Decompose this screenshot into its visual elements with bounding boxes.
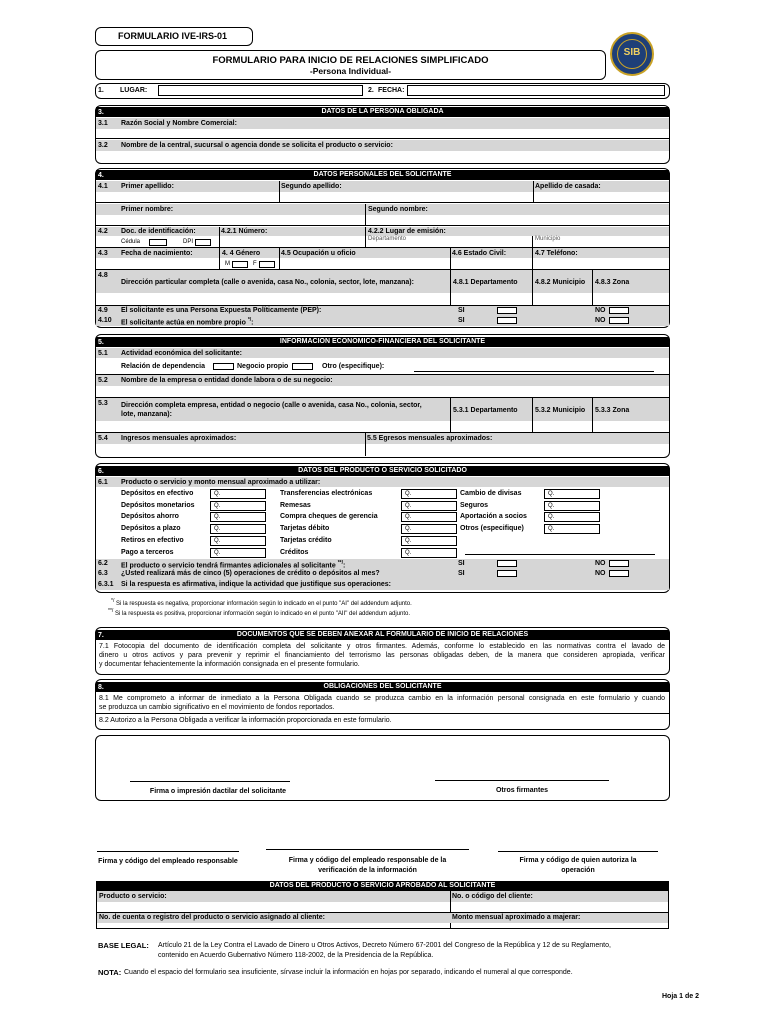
product-col2-amount-field[interactable] [401, 548, 457, 558]
otros-firmantes-label: Otros firmantes [495, 787, 549, 794]
operaciones-si-checkbox[interactable] [497, 570, 517, 577]
sib-logo [610, 32, 654, 76]
section-8-line-1: 8.1 Me comprometo a informar de inmediato a la Persona Obligada cuando se produzca cambio en la información personal consignada en este formulario y cuando [99, 695, 665, 702]
operaciones-si-label: SI [458, 570, 465, 577]
row-4-8-number: 4.8 [98, 272, 108, 279]
divider [279, 248, 280, 269]
row-6-3-number: 6.3 [98, 570, 108, 577]
autoriza-signature-label [498, 856, 658, 876]
nombre-propio-label: El solicitante actúa en nombre propio */: [121, 317, 254, 327]
product-col2-amount-field[interactable] [401, 489, 457, 499]
currency-symbol: Q. [214, 503, 221, 509]
direccion-empresa-label-2: lote, manzana): [121, 411, 172, 418]
producto-label: Producto o servicio y monto mensual aproximado a utilizar: [121, 479, 321, 486]
footnote-1-mark: */ [111, 598, 115, 604]
apellido-casada-label: Apellido de casada: [535, 183, 601, 190]
product-col1-label: Depósitos monetarios [121, 502, 195, 509]
actividad-justificacion-label: Si la respuesta es afirmativa, indique la actividad que justifique sus operaciones: [121, 581, 391, 588]
ingresos-label: Ingresos mensuales aproximados: [121, 435, 237, 442]
operaciones-no-label: NO [595, 570, 606, 577]
row-4-2-number: 4.2 [98, 228, 108, 235]
footnote-1-text: Si la respuesta es negativa, proporcionar información según lo indicado en el punto "AI" del addendum adjunto. [116, 601, 412, 607]
section-7-title: DOCUMENTOS QUE SE DEBEN ANEXAR AL FORMULARIO DE INICIO DE RELACIONES [236, 631, 529, 638]
section-5-header [96, 337, 669, 347]
municipio-emision-label: Municipio [535, 236, 561, 242]
currency-symbol: Q. [214, 491, 221, 497]
section-8-text [99, 694, 665, 712]
product-col1-amount-field[interactable] [210, 489, 266, 499]
negocio-propio-checkbox[interactable] [292, 363, 313, 370]
currency-symbol: Q. [405, 526, 412, 532]
pep-no-checkbox[interactable] [609, 307, 629, 314]
product-col2-label: Compra cheques de gerencia [280, 513, 378, 520]
apellidos-field-row[interactable] [96, 192, 669, 203]
pep-label: El solicitante es una Persona Expuesta Políticamente (PEP): [121, 307, 322, 314]
product-col2-amount-field[interactable] [401, 512, 457, 522]
section-6-number: 6. [98, 468, 104, 475]
section-8-header [96, 682, 669, 692]
section-3-header [96, 107, 669, 117]
divider [450, 398, 451, 432]
otro-field[interactable] [414, 371, 654, 372]
section-6-header [96, 466, 669, 476]
section-5-title: INFORMACION ECONOMICO-FINANCIERA DEL SOLICITANTE [279, 338, 486, 345]
nombre-propio-si-checkbox[interactable] [497, 317, 517, 324]
divider [96, 713, 669, 714]
section-7-header [96, 630, 669, 640]
product-col2-label: Remesas [280, 502, 311, 509]
currency-symbol: Q. [405, 503, 412, 509]
telefono-label: 4.7 Teléfono: [535, 250, 578, 257]
municipio-label: 4.8.2 Municipio [535, 279, 586, 286]
product-col2-label: Transferencias electrónicas [280, 490, 373, 497]
sucursal-field[interactable] [96, 151, 669, 162]
empleado-signature-label: Firma y código del empleado responsable [98, 858, 238, 865]
currency-symbol: Q. [548, 503, 555, 509]
genero-f-checkbox[interactable] [259, 261, 275, 268]
divider [532, 398, 533, 432]
dpi-label: DPI [183, 239, 194, 245]
autoriza-signature-line[interactable] [498, 851, 658, 852]
currency-symbol: Q. [214, 526, 221, 532]
row-4-10-number: 4.10 [98, 317, 112, 324]
lugar-number: 1. [98, 87, 104, 94]
firmantes-si-label: SI [458, 560, 465, 567]
section-8-line-2: se produzca un cambio significativo en el movimiento de fondos reportados. [99, 704, 335, 711]
base-legal-line-1: Artículo 21 de la Ley Contra el Lavado de Dinero u Otros Activos, Decreto Número 67-2001 del Congreso de la República y 12 de su Reglamento, [158, 942, 611, 949]
footnote-2-mark: **/ [108, 608, 114, 614]
firmantes-si-checkbox[interactable] [497, 560, 517, 567]
dpi-checkbox[interactable] [195, 239, 211, 246]
product-col1-amount-field[interactable] [210, 548, 266, 558]
departamento-emision-label: Departamento [368, 236, 407, 242]
section-8-number: 8. [98, 684, 104, 691]
divider [592, 270, 593, 305]
lugar-field[interactable] [158, 85, 363, 96]
firmantes-no-label: NO [595, 560, 606, 567]
otros-especifique-field[interactable] [465, 554, 655, 555]
genero-label: 4. 4 Género [222, 250, 261, 257]
lugar-label: LUGAR: [120, 87, 148, 94]
monto-mensual-label: Monto mensual aproximado a majerar: [452, 914, 581, 921]
primer-apellido-label: Primer apellido: [121, 183, 174, 190]
nombre-propio-text: El solicitante actúa en nombre propio [121, 319, 246, 327]
verificacion-signature-label [266, 856, 469, 876]
fecha-field[interactable] [407, 85, 665, 96]
divider [532, 248, 533, 269]
solicitante-signature-line[interactable] [130, 781, 290, 782]
section-4-title: DATOS PERSONALES DEL SOLICITANTE [313, 171, 452, 178]
section-4-number: 4. [98, 172, 104, 179]
section-3-number: 3. [98, 109, 104, 116]
fecha-nacimiento-label: Fecha de nacimiento: [121, 250, 193, 257]
row-5-4-number: 5.4 [98, 435, 108, 442]
currency-symbol: Q. [548, 514, 555, 520]
currency-symbol: Q. [405, 491, 412, 497]
divider [532, 270, 533, 305]
actividad-label: Actividad económica del solicitante: [121, 350, 242, 357]
verificacion-line-2: verificación de la información [318, 867, 417, 874]
dependencia-label: Relación de dependencia [121, 363, 206, 370]
empresa-zona-label: 5.3.3 Zona [595, 407, 630, 414]
primer-nombre-label: Primer nombre: [121, 206, 174, 213]
section-6-title: DATOS DEL PRODUCTO O SERVICIO SOLICITADO [298, 467, 467, 474]
zona-label: 4.8.3 Zona [595, 279, 630, 286]
section-8-title: OBLIGACIONES DEL SOLICITANTE [323, 683, 442, 690]
nombre-propio-si-label: SI [458, 317, 465, 324]
autoriza-line-1: Firma y código de quien autoriza la [519, 857, 637, 864]
direccion-particular-label: Dirección particular completa (calle o avenida, casa No., colonia, sector, lote, manzana): [121, 279, 414, 286]
nota-text: Cuando el espacio del formulario sea insuficiente, sírvase incluir la información en hojas por separado, indicando el numeral al que corresponde. [124, 969, 573, 976]
product-col2-amount-field[interactable] [401, 536, 457, 546]
footnote-1 [111, 598, 412, 607]
pep-si-label: SI [458, 307, 465, 314]
divider [592, 398, 593, 432]
genero-f-label: F [253, 261, 257, 267]
page-number: Hoja 1 de 2 [662, 993, 699, 1000]
firmantes-no-checkbox[interactable] [609, 560, 629, 567]
product-col1-label: Depósitos ahorro [121, 513, 179, 520]
base-legal-label: BASE LEGAL: [98, 941, 149, 950]
genero-m-label: M [225, 261, 230, 267]
row-4-1-number: 4.1 [98, 183, 108, 190]
codigo-cliente-label: No. o código del cliente: [452, 893, 533, 900]
currency-symbol: Q. [214, 550, 221, 556]
section-5-number: 5. [98, 339, 104, 346]
product-col1-amount-field[interactable] [210, 524, 266, 534]
egresos-label: 5.5 Egresos mensuales aproximados: [367, 435, 493, 442]
estado-civil-label: 4.6 Estado Civil: [452, 250, 507, 257]
segundo-nombre-label: Segundo nombre: [368, 206, 428, 213]
lugar-emision-label: 4.2.2 Lugar de emisión: [368, 228, 446, 235]
divider [532, 236, 533, 247]
base-legal-line-2: contenido en Acuerdo Gubernativo Número 118-2002, de la Presidencia de la República. [158, 952, 434, 959]
product-col2-amount-field[interactable] [401, 501, 457, 511]
producto-servicio-label: Producto o servicio: [99, 893, 167, 900]
section-7-line-1: 7.1 Fotocopia del documento de identificación completa del solicitante y otros firmantes. Además, conforme lo establecido en las normativas contra el lavado de [99, 643, 665, 650]
sib-logo-text: SIB [623, 47, 641, 58]
row-4-9-number: 4.9 [98, 307, 108, 314]
otro-label: Otro (especifique): [322, 363, 385, 370]
doc-identificacion-label: Doc. de identificación: [121, 228, 196, 235]
direccion-empresa-label: Dirección completa empresa, entidad o negocio (calle o avenida, casa No., colonia, sector, [121, 402, 422, 409]
row-5-3-number: 5.3 [98, 400, 108, 407]
divider [219, 227, 220, 247]
ocupacion-label: 4.5 Ocupación u oficio [281, 250, 356, 257]
currency-symbol: Q. [405, 514, 412, 520]
product-col3-label: Cambio de divisas [460, 490, 522, 497]
section-7-line-3: y documentar fehacientemente la información consignada en el presente formulario. [99, 661, 360, 668]
approved-row-1 [97, 891, 668, 902]
pep-si-checkbox[interactable] [497, 307, 517, 314]
product-col3-label: Aportación a socios [460, 513, 527, 520]
divider [450, 248, 451, 269]
section-7-number: 7. [98, 632, 104, 639]
autoriza-line-2: operación [561, 867, 595, 874]
verificacion-signature-line[interactable] [266, 849, 469, 850]
dependencia-checkbox[interactable] [213, 363, 234, 370]
empresa-departamento-label: 5.3.1 Departamento [453, 407, 518, 414]
section-7-line-2: dinero u otros activos y para prevenir y reprimir el financiamiento del terrorismo las personas obligadas deben, de la manera que consideren apropiada, verificar [99, 652, 665, 659]
product-col1-label: Retiros en efectivo [121, 537, 184, 544]
razon-social-field[interactable] [96, 129, 669, 139]
empresa-label: Nombre de la empresa o entidad donde labora o de su negocio: [121, 377, 333, 384]
genero-m-checkbox[interactable] [232, 261, 248, 268]
firmantes-label: El producto o servicio tendrá firmantes adicionales al solicitante **/: [121, 560, 346, 570]
form-title: FORMULARIO PARA INICIO DE RELACIONES SIMPLIFICADO [212, 55, 489, 66]
sucursal-label: Nombre de la central, sucursal o agencia donde se solicita el producto o servicio: [121, 142, 393, 149]
nombre-propio-no-label: NO [595, 317, 606, 324]
currency-symbol: Q. [214, 538, 221, 544]
fecha-label: FECHA: [378, 87, 405, 94]
row-5-1-number: 5.1 [98, 350, 108, 357]
section-8-line-3: 8.2 Autorizo a la Persona Obligada a verificar la información proporcionada en este formulario. [99, 717, 392, 724]
product-col2-amount-field[interactable] [401, 524, 457, 534]
cedula-label: Cédula [121, 239, 141, 245]
section-3-title: DATOS DE LA PERSONA OBLIGADA [321, 108, 444, 115]
negocio-propio-label: Negocio propio [237, 363, 289, 370]
divider [450, 270, 451, 305]
currency-symbol: Q. [405, 550, 412, 556]
segundo-apellido-label: Segundo apellido: [281, 183, 342, 190]
otros-firmantes-signature-line[interactable] [435, 780, 609, 781]
row-6-1-number: 6.1 [98, 479, 108, 486]
product-col3-label: Otros (especifique) [460, 525, 524, 532]
form-subtitle: -Persona Individual- [309, 66, 392, 76]
footnote-mark: */ [247, 317, 252, 323]
solicitante-signature-label: Firma o impresión dactilar del solicitante [149, 788, 287, 795]
nombre-propio-no-checkbox[interactable] [609, 317, 629, 324]
product-col1-label: Pago a terceros [121, 549, 174, 556]
product-col2-label: Tarjetas débito [280, 525, 330, 532]
approved-product-header [96, 881, 669, 891]
pep-no-label: NO [595, 307, 606, 314]
departamento-label: 4.8.1 Departamento [453, 279, 518, 286]
product-col1-amount-field[interactable] [210, 536, 266, 546]
product-col3-amount-field[interactable] [544, 501, 600, 511]
product-col1-amount-field[interactable] [210, 512, 266, 522]
product-col3-amount-field[interactable] [544, 489, 600, 499]
product-col3-amount-field[interactable] [544, 512, 600, 522]
product-col3-label: Seguros [460, 502, 489, 509]
currency-symbol: Q. [214, 514, 221, 520]
row-6-2-number: 6.2 [98, 560, 108, 567]
divider [365, 433, 366, 456]
product-col2-label: Créditos [280, 549, 309, 556]
row-6-3-1-number: 6.3.1 [98, 581, 114, 588]
divider [219, 248, 220, 269]
razon-social-label: Razón Social y Nombre Comercial: [121, 120, 237, 127]
empresa-municipio-label: 5.3.2 Municipio [535, 407, 586, 414]
footnote-2 [108, 608, 410, 617]
nota-label: NOTA: [98, 968, 122, 977]
section-7-text [99, 642, 665, 669]
row-3-2-number: 3.2 [98, 142, 108, 149]
cuenta-registro-label: No. de cuenta o registro del producto o servicio asignado al cliente: [99, 914, 325, 921]
fecha-number: 2. [368, 87, 374, 94]
row-4-3-number: 4.3 [98, 250, 108, 257]
divider [365, 227, 366, 247]
product-col1-label: Depósitos en efectivo [121, 490, 194, 497]
verificacion-line-1: Firma y código del empleado responsable de la [288, 857, 447, 864]
numero-doc-label: 4.2.1 Número: [221, 228, 268, 235]
product-col2-label: Tarjetas crédito [280, 537, 332, 544]
empleado-signature-line[interactable] [97, 851, 239, 852]
form-code: FORMULARIO IVE-IRS-01 [118, 31, 228, 41]
operaciones-label: ¿Usted realizará más de cinco (5) operaciones de crédito o depósitos al mes? [121, 570, 380, 577]
nombres-field-row[interactable] [96, 215, 669, 226]
operaciones-no-checkbox[interactable] [609, 570, 629, 577]
product-col1-amount-field[interactable] [210, 501, 266, 511]
row-5-2-number: 5.2 [98, 377, 108, 384]
currency-symbol: Q. [548, 491, 555, 497]
row-3-1-number: 3.1 [98, 120, 108, 127]
firmantes-text: El producto o servicio tendrá firmantes adicionales al solicitante [121, 562, 336, 570]
approved-product-title: DATOS DEL PRODUCTO O SERVICIO APROBADO AL SOLICITANTE [269, 882, 496, 889]
product-col3-amount-field[interactable] [544, 524, 600, 534]
section-4-header [96, 170, 669, 180]
product-col1-label: Depósitos a plazo [121, 525, 181, 532]
footnote-mark: **/ [337, 560, 343, 566]
footnote-2-text: Si la respuesta es positiva, proporcionar información según lo indicado en el punto "AII" del addendum adjunto. [114, 611, 411, 617]
currency-symbol: Q. [405, 538, 412, 544]
currency-symbol: Q. [548, 526, 555, 532]
cedula-checkbox[interactable] [149, 239, 167, 246]
